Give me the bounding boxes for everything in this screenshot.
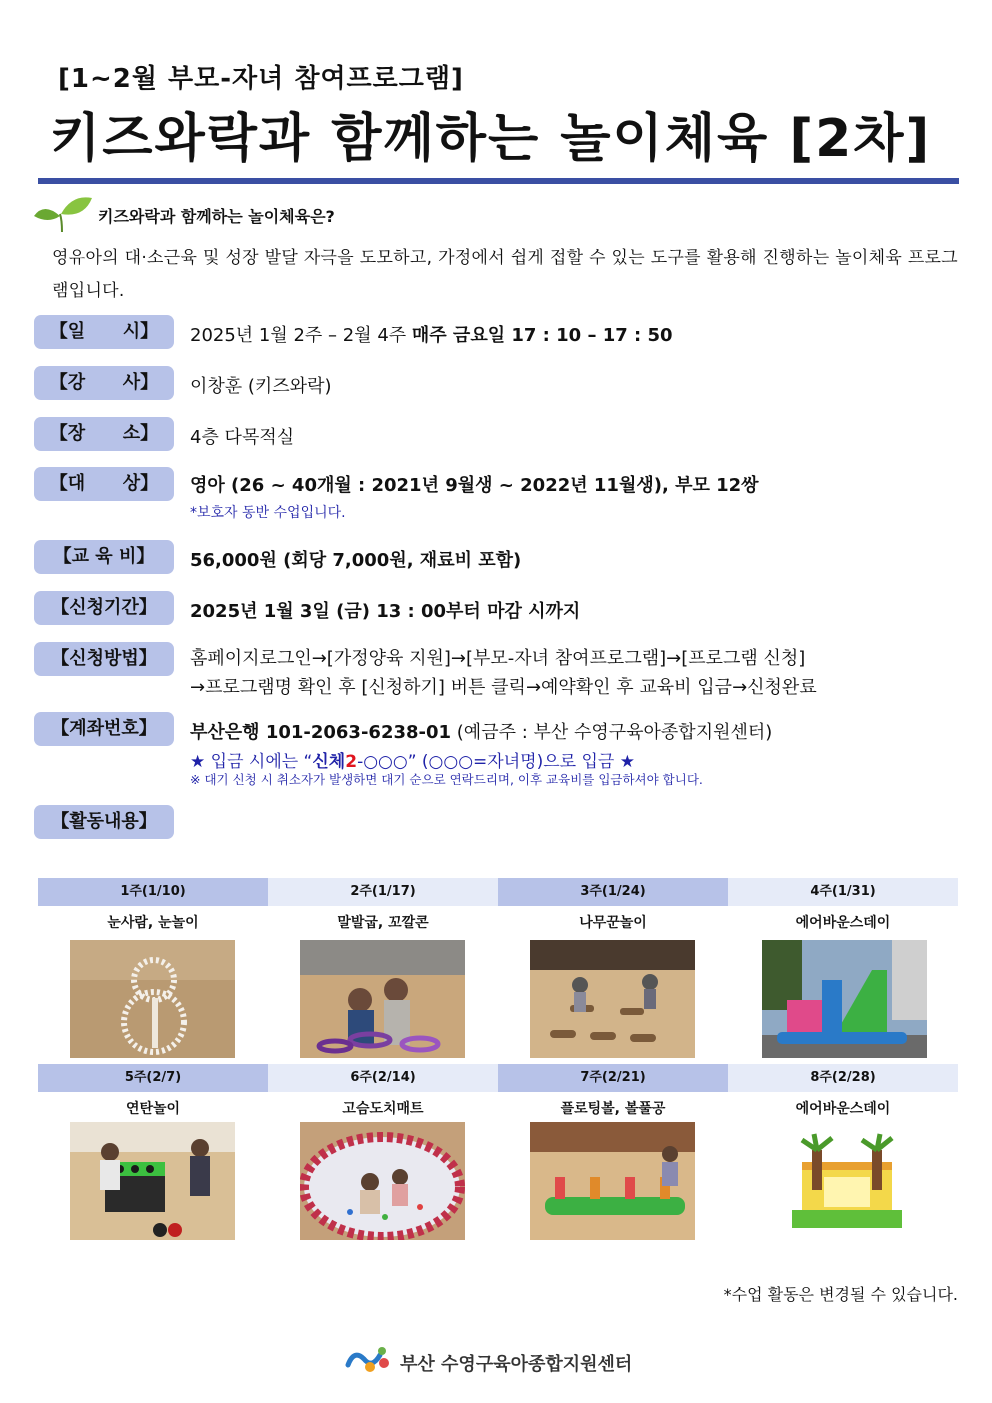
activity-name-8: 에어바운스데이 <box>795 1101 891 1117</box>
period-label: 【신청기간】 <box>34 591 174 625</box>
page-title: 키즈와락과 함께하는 놀이체육 [2차] <box>50 109 932 169</box>
hedgehog-mat-photo <box>300 1122 465 1240</box>
activity-name-4: 에어바운스데이 <box>795 915 891 931</box>
bounce-house-photo <box>762 940 927 1058</box>
target-note: *보호자 동반 수업입니다. <box>190 505 346 521</box>
fee-label: 【교 육 비】 <box>34 540 174 574</box>
week-header-3: 3주(1/24) <box>498 878 728 906</box>
account-value <box>190 718 772 744</box>
deposit-text-a: ★ 입금 시에는 “ <box>190 752 313 772</box>
snowman-photo <box>70 940 235 1058</box>
activity-name-2: 말발굽, 꼬깔콘 <box>337 915 429 931</box>
activities-label: 【활동내용】 <box>34 805 174 839</box>
activity-name-3: 나무꾼놀이 <box>579 915 647 931</box>
week-header-5: 5주(2/7) <box>38 1064 268 1092</box>
deposit-text-c: 2 <box>345 752 358 772</box>
briquette-photo <box>70 1122 235 1240</box>
floating-ball-photo <box>530 1122 695 1240</box>
location-value: 4층 다목적실 <box>190 427 295 448</box>
account-label: 【계좌번호】 <box>34 712 174 746</box>
activity-name-1: 눈사람, 눈놀이 <box>107 915 199 931</box>
activity-name-6: 고슴도치매트 <box>342 1101 424 1117</box>
intro-body: 영유아의 대·소근육 및 성장 발달 자극을 도모하고, 가정에서 쉽게 접할 수 있는 도구를 활용해 진행하는 놀이체육 프로그램입니다. <box>52 248 958 301</box>
week-header-7: 7주(2/21) <box>498 1064 728 1092</box>
intro-heading: 키즈와락과 함께하는 놀이체육은? <box>98 207 335 226</box>
week-header-6: 6주(2/14) <box>268 1064 498 1092</box>
target-label: 【대 상】 <box>34 467 174 501</box>
schedule-period: 2025년 1월 2주 – 2월 4주 <box>190 325 412 346</box>
lumberjack-photo <box>530 940 695 1058</box>
period-value: 2025년 1월 3일 (금) 13 : 00부터 마감 시까지 <box>190 601 581 622</box>
center-logo-icon <box>344 1345 392 1377</box>
page-subtitle: [1~2월 부모-자녀 참여프로그램] <box>58 64 464 94</box>
week-header-1: 1주(1/10) <box>38 878 268 906</box>
week-header-2: 2주(1/17) <box>268 878 498 906</box>
schedule-value <box>190 321 673 347</box>
week-header-4: 4주(1/31) <box>728 878 958 906</box>
week-header-8: 8주(2/28) <box>728 1064 958 1092</box>
deposit-text-d: -○○○” (○○○=자녀명)으로 입금 ★ <box>357 752 635 772</box>
account-holder: (예금주 : 부산 수영구육아종합지원센터) <box>451 722 773 743</box>
method-label: 【신청방법】 <box>34 642 174 676</box>
bounce-house-illustration <box>762 1122 927 1240</box>
activity-name-5: 연탄놀이 <box>125 1101 181 1117</box>
instructor-label: 【강 사】 <box>34 366 174 400</box>
target-value: 영아 (26 ~ 40개월 : 2021년 9월생 ~ 2022년 11월생), 부모 12쌍 <box>190 475 759 496</box>
schedule-time: 매주 금요일 17 : 10 – 17 : 50 <box>411 325 673 346</box>
deposit-instruction <box>190 747 635 772</box>
schedule-label: 【일 시】 <box>34 315 174 349</box>
instructor-value: 이창훈 (키즈와락) <box>190 376 332 397</box>
title-divider <box>38 178 959 184</box>
method-line1: 홈페이지로그인→[가정양육 지원]→[부모-자녀 참여프로그램]→[프로그램 신청] <box>190 648 806 669</box>
method-line2: →프로그램명 확인 후 [신청하기] 버튼 클릭→예약확인 후 교육비 입금→신청완료 <box>190 677 817 698</box>
sprout-icon <box>32 194 94 234</box>
horseshoe-photo <box>300 940 465 1058</box>
location-label: 【장 소】 <box>34 417 174 451</box>
waitlist-note: ※ 대기 신청 시 취소자가 발생하면 대기 순으로 연락드리며, 이후 교육비를 입금하셔야 합니다. <box>190 772 703 787</box>
center-name: 부산 수영구육아종합지원센터 <box>400 1354 633 1375</box>
account-number: 부산은행 101-2063-6238-01 <box>190 722 452 743</box>
deposit-text-b: 신체 <box>312 752 346 772</box>
fee-value: 56,000원 (회당 7,000원, 재료비 포함) <box>190 550 522 571</box>
change-notice: *수업 활동은 변경될 수 있습니다. <box>723 1285 958 1304</box>
activity-name-7: 플로팅볼, 볼풀공 <box>560 1101 666 1117</box>
